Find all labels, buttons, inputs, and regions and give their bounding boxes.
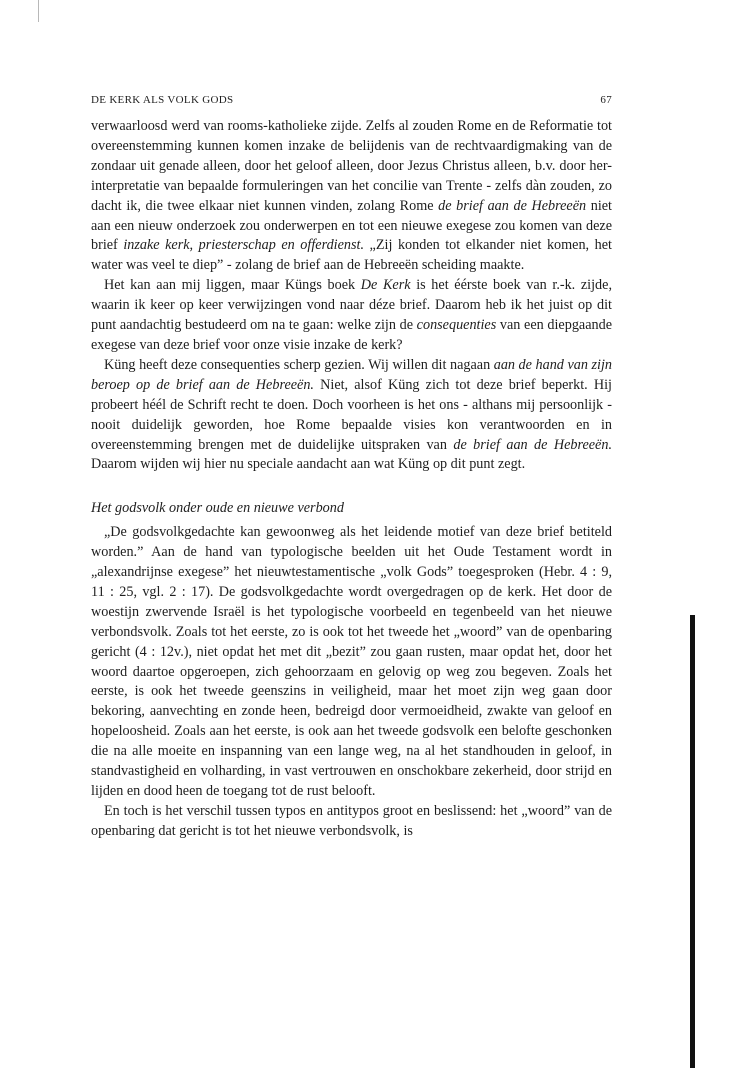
section-heading: Het godsvolk onder oude en nieuwe verbond xyxy=(91,500,344,517)
italic-text-span: consequenties xyxy=(416,317,497,334)
text-span: Küng heeft deze consequenties scherp gezien. Wij willen dit nagaan xyxy=(104,356,494,373)
text-span: is het éérste boek van r.-k. zijde, waarin ik keer op keer verwijzingen vond naar déze brief. Daarom heb ik het juist op dit punt aandachtig bestudeerd om na te gaan: welke zijn de xyxy=(91,277,612,334)
scan-binding-edge xyxy=(690,615,695,1068)
paragraph-2 xyxy=(91,276,612,356)
text-span: „Zij konden tot elkander niet komen, het water was veel te diep” - zolang de brief aan de Hebreeën scheiding maakte. xyxy=(91,237,612,274)
scan-edge-mark xyxy=(38,0,39,22)
paragraph-5 xyxy=(91,802,612,842)
text-span: Het kan aan mij liggen, maar Küngs boek xyxy=(104,277,361,294)
text-span: Daarom wijden wij hier nu speciale aandacht aan wat Küng op dit punt zegt. xyxy=(91,456,526,473)
text-span: verwaarloosd werd van rooms-katholieke zijde. Zelfs al zouden Rome en de Reformatie tot overeenstemming kunnen komen inzake de belijdenis van de rechtvaardigmaking van de zondaar uit genade alleen, door het geloof alleen, door Jezus Christus alleen, b.v. door her-interpretatie van bepaalde formuleringen van het concilie van Trente - zelfs dàn zouden, zo dacht ik, die twee elkaar niet kunnen vinden, zolang Rome xyxy=(91,118,612,214)
text-span: niet aan een nieuw onderzoek zou onderwerpen en tot een nieuwe exegese zou komen van deze brief xyxy=(91,197,613,254)
paragraph-1 xyxy=(91,117,612,276)
text-span: „De godsvolkgedachte kan gewoonweg als het leidende motief van deze brief betiteld worden.” Aan de hand van typologische beelden uit het Oude Testament wordt in „alexandrijnse exegese” het nieuwtestamentische „volk Gods” toegesproken (Hebr. 4 : 9, 11 : 25, vgl. 2 : 17). De godsvolkgedachte wordt overgedragen op de kerk. Het door de woestijn zwervende Israël is het typologische voorbeeld en tegenbeeld van het nieuwe verbondsvolk. Zoals tot het eerste, zo is ook tot het tweede het „woord” van de openbaring gericht (4 : 12v.), niet opdat het met dit „bezit” zou gaan rusten, maar opdat het, door het woord daartoe opgeroepen, zich gehoorzaam en gelovig op weg zou begeven. Zoals het eerste, is ook het tweede geenszins in veiligheid, maar het moet zijn weg gaan door bekoring, aanvechting en zonde heen, bedreigd door vermoeidheid, zwakte van geloof en hopeloosheid. Zoals aan het eerste, is ook aan het tweede godsvolk een belofte geschonken die na alle moeite en inspanning van een lange weg, na al het standhouden in geloof, in standvastigheid en volharding, in vast vertrouwen en onschokbare zekerheid, door strijd en lijden en dood heen de toegang tot de rust belooft. xyxy=(91,524,612,799)
italic-text-span: inzake kerk, priesterschap en offerdienst. xyxy=(123,237,365,254)
text-span: En toch is het verschil tussen typos en antitypos groot en beslissend: het „woord” van de openbaring dat gericht is tot het nieuwe verbondsvolk, is xyxy=(91,802,612,839)
book-page xyxy=(91,92,612,842)
body-text xyxy=(91,117,612,842)
text-span: Niet, alsof Küng zich tot deze brief beperkt. Hij probeert héél de Schrift recht te doen. Doch voorheen is het ons - althans mij persoonlijk - nooit duidelijk geworden, hoe Rome bepaalde visies kon verantwoorden en in overeenstemming brengen met de duidelijke uitspraken van xyxy=(91,376,612,453)
page-number: 67 xyxy=(600,94,612,106)
italic-text-span: de brief aan de Hebreeën xyxy=(438,197,587,214)
italic-text-span: De Kerk xyxy=(360,277,411,294)
italic-text-span: aan de hand van zijn beroep op de brief aan de Hebreeën. xyxy=(91,356,612,393)
running-title: DE KERK ALS VOLK GODS xyxy=(91,94,234,106)
paragraph-3 xyxy=(91,356,612,475)
text-span: van een diepgaande exegese van deze brief voor onze visie inzake de kerk? xyxy=(91,317,612,353)
paragraph-4 xyxy=(91,523,612,802)
running-header xyxy=(91,92,612,112)
italic-text-span: de brief aan de Hebreeën. xyxy=(453,436,612,453)
